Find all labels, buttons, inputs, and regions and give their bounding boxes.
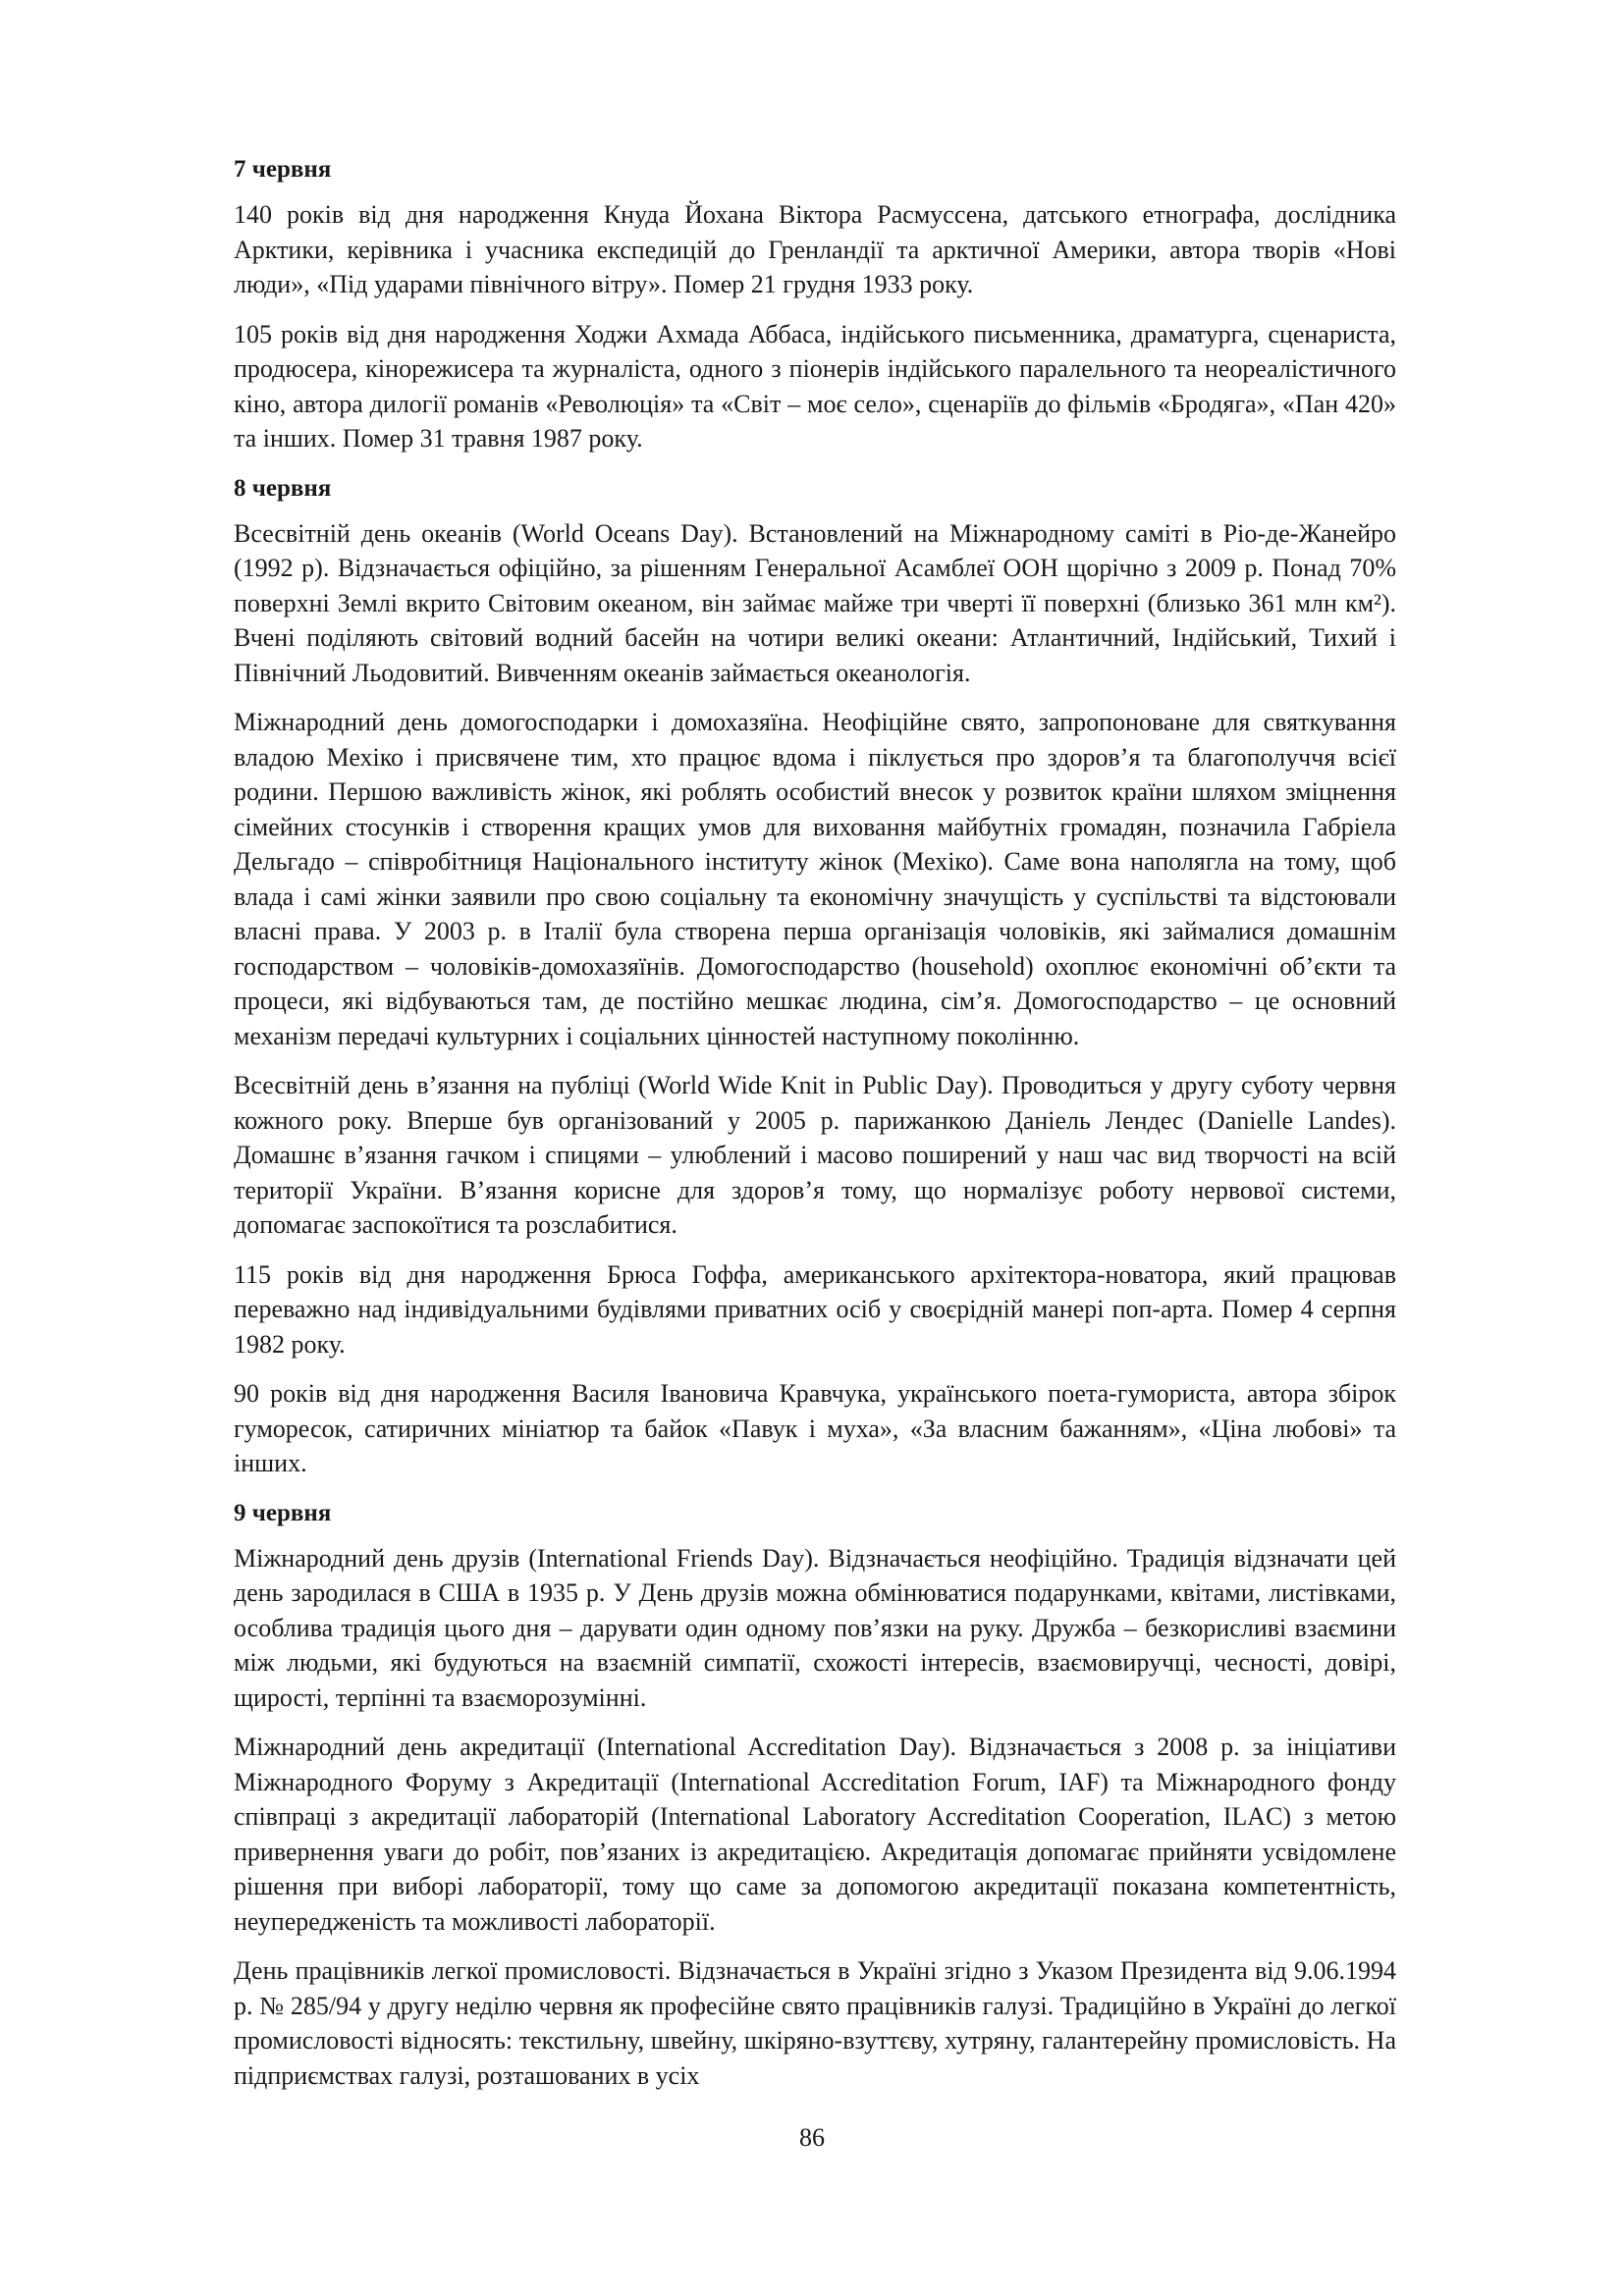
paragraph: 140 років від дня народження Кнуда Йохана Віктора Расмуссена, датського етнографа, дослідника Арктики, керівника і учасника експедицій до Гренландії та арктичної Америки, автора творів «Нові люди», «Під ударами північного вітру». Помер 21 грудня 1933 року. (234, 200, 1396, 298)
paragraph: Міжнародний день друзів (International Friends Day). Відзначається неофіційно. Традиція відзначати цей день зародилася в США в 1935 р. У День друзів можна обмінюватися подарунками, квітами, листівками, особлива традиція цього дня – дарувати один одному пов’язки на руку. Дружба – безкорисливі взаємини між людьми, які будуються на взаємній симпатії, схожості інтересів, взаємовиручці, чесності, довірі, щирості, терпінні та взаєморозумінні. (234, 1543, 1396, 1712)
section-june-7 (234, 152, 1396, 456)
page-number: 86 (799, 2123, 825, 2152)
section-heading: 9 червня (234, 1499, 332, 1526)
paragraph: Всесвітній день океанів (World Oceans Day). Встановлений на Міжнародному саміті в Ріо-де-Жанейро (1992 р). Відзначається офіційно, за рішенням Генеральної Асамблеї ООН щорічно з 2009 р. Понад 70% поверхні Землі вкрито Світовим океаном, він займає майже три чверті її поверхні (близько 361 млн км²). Вчені поділяють світовий водний басейн на чотири великі океани: Атлантичний, Індійський, Тихий і Північний Льодовитий. Вивченням океанів займається океанологія. (234, 518, 1396, 687)
section-june-8 (234, 471, 1396, 1481)
paragraph: 90 років від дня народження Василя Івановича Кравчука, українського поета-гумориста, автора збірок гуморесок, сатиричних мініатюр та байок «Павук і муха», «За власним бажанням», «Ціна любові» та інших. (234, 1379, 1396, 1477)
paragraph: Міжнародний день домогосподарки і домохазяїна. Неофіційне свято, запропоноване для святкування владою Мехіко і присвячене тим, хто працює вдома і піклується про здоров’я та благополуччя всієї родини. Першою важливість жінок, які роблять особистий внесок у розвиток країни шляхом зміцнення сімейних стосунків і створення кращих умов для виховання майбутніх громадян, позначила Габріела Дельгадо – співробітниця Національного інституту жінок (Мехіко). Саме вона наполягла на тому, щоб влада і самі жінки заявили про свою соціальну та економічну значущість у суспільстві та відстоювали власні права. У 2003 р. в Італії була створена перша організація чоловіків, які займалися домашнім господарством – чоловіків-домохазяїнів. Домогосподарство (household) охоплює економічні об’єкти та процеси, які відбуваються там, де постійно мешкає людина, сім’я. Домогосподарство – це основний механізм передачі культурних і соціальних цінностей наступному поколінню. (234, 708, 1396, 1050)
paragraph: Міжнародний день акредитації (International Accreditation Day). Відзначається з 2008 р. за ініціативи Міжнародного Форуму з Акредитації (International Accreditation Forum, IAF) та Міжнародного фонду співпраці з акредитації лабораторій (International Laboratory Accreditation Cooperation, ILAC) з метою привернення уваги до робіт, пов’язаних із акредитацією. Акредитація допомагає прийняти усвідомлене рішення при виборі лабораторії, тому що саме за допомогою акредитації показана компетентність, неупередженість та можливості лабораторії. (234, 1733, 1396, 1936)
section-june-9 (234, 1496, 1396, 2094)
paragraph: 105 років від дня народження Ходжи Ахмада Аббаса, індійського письменника, драматурга, сценариста, продюсера, кінорежисера та журналіста, одного з піонерів індійського паралельного та неореалістичного кіно, автора дилогії романів «Революція» та «Світ – моє село», сценаріїв до фільмів «Бродяга», «Пан 420» та інших. Помер 31 травня 1987 року. (234, 319, 1396, 453)
page-content (234, 152, 1396, 2108)
section-heading: 7 червня (234, 156, 332, 183)
section-heading: 8 червня (234, 474, 332, 502)
paragraph: Всесвітній день в’язання на публіці (World Wide Knit in Public Day). Проводиться у другу суботу червня кожного року. Вперше був організований у 2005 р. парижанкою Даніель Лендес (Danielle Landes). Домашнє в’язання гачком і спицями – улюблений і масово поширений у наш час вид творчості на всій території України. В’язання корисне для здоров’я тому, що нормалізує роботу нервової системи, допомагає заспокоїтися та розслабитися. (234, 1071, 1396, 1239)
paragraph: 115 років від дня народження Брюса Гоффа, американського архітектора-новатора, який працював переважно над індивідуальними будівлями приватних осіб у своєрідній манері поп-арта. Помер 4 серпня 1982 року. (234, 1259, 1396, 1359)
paragraph: День працівників легкої промисловості. Відзначається в Україні згідно з Указом Президента від 9.06.1994 р. № 285/94 у другу неділю червня як професійне свято працівників галузі. Традиційно в Україні до легкої промисловості відносять: текстильну, швейну, шкіряно-взуттєву, хутряну, галантерейну промисловість. На підприємствах галузі, розташованих в усіх (234, 1956, 1396, 2090)
